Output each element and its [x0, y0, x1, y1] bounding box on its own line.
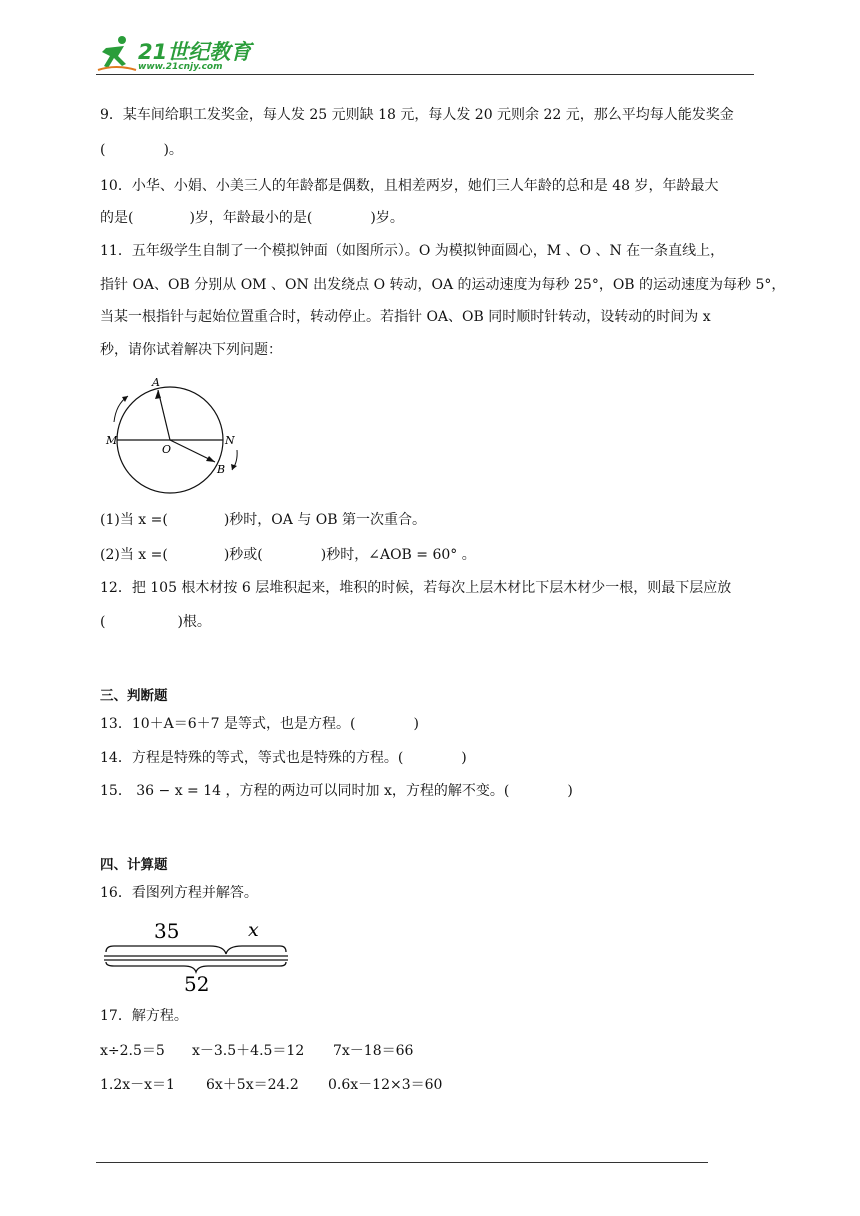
- diagram-label-52: 52: [184, 972, 210, 996]
- q9-line2: ( )。: [100, 142, 183, 158]
- bottom-brace: [106, 962, 286, 972]
- q10-line1: 10．小华、小娟、小美三人的年龄都是偶数，且相差两岁，她们三人年龄的总和是 48 岁，年龄最大: [100, 178, 719, 194]
- q10-line2: 的是( )岁，年龄最小的是( )岁。: [100, 210, 404, 226]
- equation-6: 0.6x－12×3＝60: [328, 1077, 443, 1093]
- q11-sub2: (2)当 x =( )秒或( )秒时，∠AOB = 60° 。: [100, 547, 476, 563]
- runner-logo-icon: [96, 34, 140, 74]
- q11-line3: 当某一根指针与起始位置重合时，转动停止。若指针 OA、OB 同时顺时针转动，设转动的时间为 x: [100, 309, 711, 325]
- diagram-label-35: 35: [154, 919, 180, 943]
- site-logo: [96, 34, 266, 76]
- equation-1: x÷2.5＝5: [100, 1043, 165, 1059]
- q14: 14．方程是特殊的等式，等式也是特殊的方程。( ): [100, 750, 467, 766]
- equation-4: 1.2x－x＝1: [100, 1077, 175, 1093]
- q11-line4: 秒，请你试着解决下列问题：: [100, 342, 282, 358]
- q11-line1: 11．五年级学生自制了一个模拟钟面（如图所示）。O 为模拟钟面圆心，M 、O 、N 在一条直线上，: [100, 243, 725, 259]
- section-3-title: 三、判断题: [100, 688, 168, 704]
- equation-5: 6x＋5x＝24.2: [206, 1077, 299, 1093]
- label-n: N: [225, 434, 235, 447]
- label-m: M: [106, 434, 118, 447]
- diagram-label-x: x: [248, 919, 259, 941]
- label-o: O: [162, 443, 172, 456]
- q11-sub1: (1)当 x =( )秒时，OA 与 OB 第一次重合。: [100, 512, 426, 528]
- q11-line2: 指针 OA、OB 分别从 OM 、ON 出发绕点 O 转动，OA 的运动速度为每秒 25°，OB 的运动速度为每秒 5°，: [100, 277, 786, 293]
- q9-line1: 9．某车间给职工发奖金，每人发 25 元则缺 18 元，每人发 20 元则余 22 元，那么平均每人能发奖金: [100, 107, 734, 123]
- equation-3: 7x－18＝66: [333, 1043, 414, 1059]
- q12-line2: ( )根。: [100, 614, 211, 630]
- q17: 17．解方程。: [100, 1008, 188, 1024]
- label-a: A: [152, 376, 160, 389]
- logo-url: www.21cnjy.com: [138, 62, 223, 72]
- equation-2: x－3.5＋4.5＝12: [192, 1043, 305, 1059]
- section-4-title: 四、计算题: [100, 857, 168, 873]
- label-b: B: [217, 463, 226, 476]
- segment-diagram: [100, 916, 292, 996]
- hand-ob-arrow-icon: [206, 456, 215, 462]
- logo-text: 21世纪教育: [138, 40, 252, 64]
- footer-divider: [96, 1162, 708, 1163]
- hand-oa-arrow-icon: [155, 390, 161, 399]
- q16: 16．看图列方程并解答。: [100, 885, 258, 901]
- q12-line1: 12．把 105 根木材按 6 层堆积起来，堆积的时候，若每次上层木材比下层木材少一根，则最下层应放: [100, 580, 732, 596]
- header-divider: [96, 74, 754, 75]
- q15: 15． 36 − x = 14 ，方程的两边可以同时加 x，方程的解不变。( ): [100, 783, 573, 799]
- clock-diagram: [100, 372, 250, 498]
- top-brace: [106, 946, 286, 954]
- q13: 13．10＋A＝6＋7 是等式，也是方程。( ): [100, 716, 419, 732]
